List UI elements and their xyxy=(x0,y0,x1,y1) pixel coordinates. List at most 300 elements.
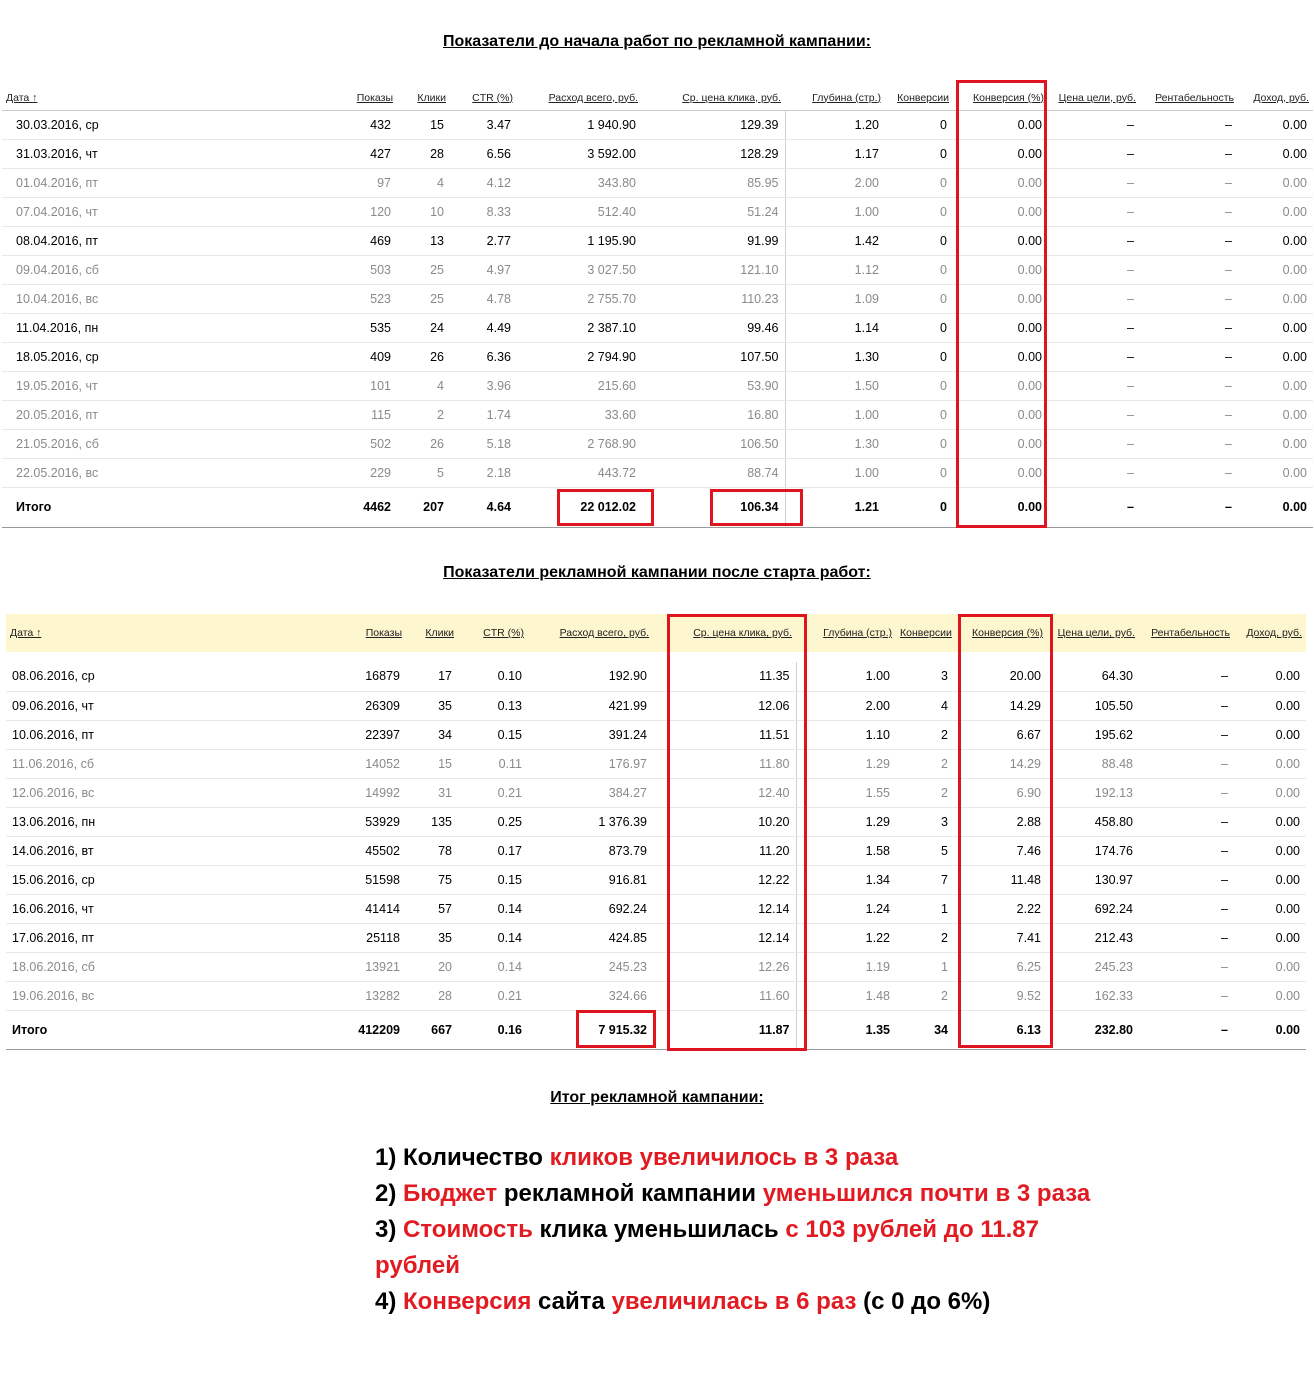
cell-revenue: 0.00 xyxy=(1238,342,1313,371)
cell-spend: 443.72 xyxy=(517,458,642,487)
cell-impressions: 432 xyxy=(152,110,397,139)
cell-date: 01.04.2016, пт xyxy=(2,168,152,197)
cell-spend: 2 768.90 xyxy=(517,429,642,458)
cell-conversion-rate: 20.00 xyxy=(954,662,1047,691)
table-row xyxy=(2,313,1313,342)
column-header-goal-cost[interactable]: Цена цели, руб. xyxy=(1057,627,1135,639)
cell-date: 14.06.2016, вт xyxy=(6,836,156,865)
cell-clicks: 24 xyxy=(397,313,450,342)
total-revenue: 0.00 xyxy=(1234,1010,1306,1049)
cell-spend: 512.40 xyxy=(517,197,642,226)
cell-goal-cost: – xyxy=(1048,429,1140,458)
cell-ctr: 1.74 xyxy=(450,400,517,429)
cell-depth: 1.50 xyxy=(785,371,885,400)
summary-highlight: Стоимость xyxy=(403,1216,533,1243)
cell-ctr: 2.18 xyxy=(450,458,517,487)
cell-conversions: 1 xyxy=(896,952,954,981)
cell-ctr: 4.49 xyxy=(450,313,517,342)
cell-spend: 192.90 xyxy=(528,662,653,691)
cell-date: 10.06.2016, пт xyxy=(6,720,156,749)
cell-spend: 424.85 xyxy=(528,923,653,952)
cell-clicks: 26 xyxy=(397,429,450,458)
cell-depth: 1.14 xyxy=(785,313,885,342)
cell-ctr: 0.21 xyxy=(458,981,528,1010)
cell-cpc: 128.29 xyxy=(642,139,785,168)
cell-conversion-rate: 14.29 xyxy=(954,749,1047,778)
cell-date: 10.04.2016, вс xyxy=(2,284,152,313)
cell-cpc: 129.39 xyxy=(642,110,785,139)
cell-profitability: – xyxy=(1139,749,1234,778)
cell-spend: 215.60 xyxy=(517,371,642,400)
cell-conversion-rate: 0.00 xyxy=(953,226,1048,255)
cell-spend: 343.80 xyxy=(517,168,642,197)
total-conversion-rate: 0.00 xyxy=(953,487,1048,527)
cell-profitability: – xyxy=(1139,720,1234,749)
table-before-header xyxy=(2,88,1313,110)
table-row xyxy=(6,807,1306,836)
cell-ctr: 4.97 xyxy=(450,255,517,284)
cell-revenue: 0.00 xyxy=(1234,865,1306,894)
cell-spend: 245.23 xyxy=(528,952,653,981)
table-row xyxy=(2,342,1313,371)
cell-goal-cost: – xyxy=(1048,313,1140,342)
cell-goal-cost: 245.23 xyxy=(1047,952,1139,981)
cell-conversion-rate: 0.00 xyxy=(953,313,1048,342)
summary-text: 2) xyxy=(375,1180,404,1207)
total-cpc: 106.34 xyxy=(642,487,785,527)
column-header-impressions[interactable]: Показы xyxy=(152,88,397,110)
cell-date: 08.04.2016, пт xyxy=(2,226,152,255)
table-row xyxy=(6,981,1306,1010)
cell-impressions: 45502 xyxy=(156,836,406,865)
total-goal-cost: 232.80 xyxy=(1047,1010,1139,1049)
cell-goal-cost: 162.33 xyxy=(1047,981,1139,1010)
cell-cpc: 11.35 xyxy=(653,662,796,691)
cell-conversion-rate: 7.41 xyxy=(954,923,1047,952)
cell-revenue: 0.00 xyxy=(1234,981,1306,1010)
total-impressions: 4462 xyxy=(152,487,397,527)
cell-conversion-rate: 9.52 xyxy=(954,981,1047,1010)
cell-cpc: 51.24 xyxy=(642,197,785,226)
cell-date: 19.06.2016, вс xyxy=(6,981,156,1010)
cell-clicks: 2 xyxy=(397,400,450,429)
table-row xyxy=(6,894,1306,923)
cell-spend: 324.66 xyxy=(528,981,653,1010)
cell-cpc: 110.23 xyxy=(642,284,785,313)
cell-profitability: – xyxy=(1140,110,1238,139)
cell-ctr: 0.13 xyxy=(458,691,528,720)
total-spend: 7 915.32 xyxy=(528,1010,653,1049)
cell-impressions: 229 xyxy=(152,458,397,487)
cell-date: 18.05.2016, ср xyxy=(2,342,152,371)
cell-depth: 1.55 xyxy=(796,778,896,807)
cell-clicks: 17 xyxy=(406,662,458,691)
cell-impressions: 427 xyxy=(152,139,397,168)
cell-spend: 3 027.50 xyxy=(517,255,642,284)
cell-profitability: – xyxy=(1139,778,1234,807)
column-header-conversions[interactable]: Конверсии xyxy=(900,627,952,639)
cell-revenue: 0.00 xyxy=(1238,429,1313,458)
cell-clicks: 35 xyxy=(406,691,458,720)
cell-profitability: – xyxy=(1140,342,1238,371)
cell-conversions: 0 xyxy=(885,255,953,284)
cell-conversion-rate: 0.00 xyxy=(953,168,1048,197)
total-spend: 22 012.02 xyxy=(517,487,642,527)
cell-impressions: 41414 xyxy=(156,894,406,923)
column-header-conversion-rate[interactable]: Конверсия (%) xyxy=(953,88,1048,110)
cell-depth: 1.48 xyxy=(796,981,896,1010)
cell-impressions: 14052 xyxy=(156,749,406,778)
cell-impressions: 101 xyxy=(152,371,397,400)
cell-profitability: – xyxy=(1140,197,1238,226)
column-header-spend[interactable]: Расход всего, руб. xyxy=(559,627,649,639)
cell-conversions: 0 xyxy=(885,168,953,197)
total-clicks: 207 xyxy=(397,487,450,527)
cell-conversions: 0 xyxy=(885,371,953,400)
cell-profitability: – xyxy=(1140,168,1238,197)
cell-impressions: 502 xyxy=(152,429,397,458)
cell-revenue: 0.00 xyxy=(1234,720,1306,749)
cell-cpc: 91.99 xyxy=(642,226,785,255)
total-row xyxy=(6,1010,1306,1049)
column-header-goal-cost[interactable]: Цена цели, руб. xyxy=(1048,88,1140,110)
spacer-row xyxy=(6,652,1306,662)
cell-revenue: 0.00 xyxy=(1238,197,1313,226)
cell-spend: 421.99 xyxy=(528,691,653,720)
cell-goal-cost: – xyxy=(1048,255,1140,284)
cell-impressions: 22397 xyxy=(156,720,406,749)
cell-conversions: 0 xyxy=(885,400,953,429)
cell-profitability: – xyxy=(1140,284,1238,313)
cell-profitability: – xyxy=(1140,313,1238,342)
cell-depth: 1.29 xyxy=(796,749,896,778)
table-before xyxy=(2,88,1313,528)
table-before-body xyxy=(2,110,1313,527)
cell-goal-cost: – xyxy=(1048,342,1140,371)
cell-goal-cost: 212.43 xyxy=(1047,923,1139,952)
title-summary: Итог рекламной кампании: xyxy=(550,1089,764,1106)
cell-profitability: – xyxy=(1139,981,1234,1010)
column-header-date[interactable]: Дата ↑ xyxy=(10,627,42,639)
cell-spend: 916.81 xyxy=(528,865,653,894)
column-header-revenue[interactable]: Доход, руб. xyxy=(1238,88,1313,110)
cell-profitability: – xyxy=(1139,894,1234,923)
cell-goal-cost: – xyxy=(1048,400,1140,429)
cell-date: 22.05.2016, вс xyxy=(2,458,152,487)
table-row xyxy=(2,284,1313,313)
total-goal-cost: – xyxy=(1048,487,1140,527)
cell-cpc: 16.80 xyxy=(642,400,785,429)
cell-profitability: – xyxy=(1140,458,1238,487)
cell-depth: 1.00 xyxy=(785,400,885,429)
table-row xyxy=(6,778,1306,807)
cell-clicks: 4 xyxy=(397,168,450,197)
cell-revenue: 0.00 xyxy=(1238,255,1313,284)
cell-date: 07.04.2016, чт xyxy=(2,197,152,226)
cell-conversions: 0 xyxy=(885,197,953,226)
cell-conversions: 1 xyxy=(896,894,954,923)
table-row xyxy=(6,952,1306,981)
cell-spend: 3 592.00 xyxy=(517,139,642,168)
total-ctr: 4.64 xyxy=(450,487,517,527)
total-conversions: 0 xyxy=(885,487,953,527)
cell-date: 15.06.2016, ср xyxy=(6,865,156,894)
cell-clicks: 26 xyxy=(397,342,450,371)
cell-spend: 1 940.90 xyxy=(517,110,642,139)
summary-text: клика уменьшилась xyxy=(532,1216,786,1243)
total-date: Итого xyxy=(6,1010,156,1049)
column-header-clicks[interactable]: Клики xyxy=(425,627,454,639)
cell-impressions: 535 xyxy=(152,313,397,342)
cell-revenue: 0.00 xyxy=(1234,778,1306,807)
cell-ctr: 3.96 xyxy=(450,371,517,400)
cell-cpc: 121.10 xyxy=(642,255,785,284)
cell-date: 11.04.2016, пн xyxy=(2,313,152,342)
cell-date: 12.06.2016, вс xyxy=(6,778,156,807)
cell-conversions: 5 xyxy=(896,836,954,865)
cell-goal-cost: – xyxy=(1048,197,1140,226)
cell-impressions: 115 xyxy=(152,400,397,429)
column-header-conversion-rate[interactable]: Конверсия (%) xyxy=(972,627,1043,639)
cell-clicks: 25 xyxy=(397,284,450,313)
summary-highlight: увеличилась в 6 раз xyxy=(611,1288,857,1315)
cell-date: 19.05.2016, чт xyxy=(2,371,152,400)
cell-revenue: 0.00 xyxy=(1238,400,1313,429)
cell-goal-cost: – xyxy=(1048,168,1140,197)
cell-impressions: 26309 xyxy=(156,691,406,720)
cell-goal-cost: 458.80 xyxy=(1047,807,1139,836)
cell-ctr: 0.10 xyxy=(458,662,528,691)
total-date: Итого xyxy=(2,487,152,527)
cell-cpc: 53.90 xyxy=(642,371,785,400)
cell-goal-cost: – xyxy=(1048,139,1140,168)
cell-ctr: 0.21 xyxy=(458,778,528,807)
summary-item-4 xyxy=(375,1284,1095,1320)
summary-text: 4) xyxy=(375,1288,404,1315)
column-header-cpc[interactable]: Ср. цена клика, руб. xyxy=(642,88,785,110)
cell-revenue: 0.00 xyxy=(1238,313,1313,342)
cell-profitability: – xyxy=(1139,836,1234,865)
column-header-date[interactable]: Дата ↑ xyxy=(2,88,152,110)
cell-clicks: 28 xyxy=(397,139,450,168)
cell-goal-cost: 192.13 xyxy=(1047,778,1139,807)
cell-conversion-rate: 0.00 xyxy=(953,371,1048,400)
cell-conversion-rate: 0.00 xyxy=(953,255,1048,284)
table-after-body xyxy=(6,652,1306,1049)
table-row xyxy=(2,168,1313,197)
cell-depth: 2.00 xyxy=(796,691,896,720)
table-row xyxy=(6,720,1306,749)
title-after: Показатели рекламной кампании после старта работ: xyxy=(443,564,871,581)
summary-highlight: кликов увеличилось в 3 раза xyxy=(549,1144,899,1171)
cell-clicks: 35 xyxy=(406,923,458,952)
cell-revenue: 0.00 xyxy=(1238,284,1313,313)
cell-ctr: 6.56 xyxy=(450,139,517,168)
cell-depth: 2.00 xyxy=(785,168,885,197)
cell-date: 09.04.2016, сб xyxy=(2,255,152,284)
cell-spend: 2 387.10 xyxy=(517,313,642,342)
cell-cpc: 88.74 xyxy=(642,458,785,487)
column-header-profitability[interactable]: Рентабельность xyxy=(1151,627,1230,639)
cell-goal-cost: 195.62 xyxy=(1047,720,1139,749)
cell-clicks: 28 xyxy=(406,981,458,1010)
cell-conversion-rate: 6.67 xyxy=(954,720,1047,749)
cell-conversion-rate: 2.88 xyxy=(954,807,1047,836)
column-header-profitability[interactable]: Рентабельность xyxy=(1140,88,1238,110)
total-impressions: 412209 xyxy=(156,1010,406,1049)
cell-profitability: – xyxy=(1140,139,1238,168)
cell-ctr: 0.15 xyxy=(458,865,528,894)
cell-profitability: – xyxy=(1139,662,1234,691)
column-header-conversions[interactable]: Конверсии xyxy=(885,88,953,110)
cell-spend: 873.79 xyxy=(528,836,653,865)
cell-goal-cost: 88.48 xyxy=(1047,749,1139,778)
table-row xyxy=(6,836,1306,865)
table-row xyxy=(2,139,1313,168)
cell-goal-cost: – xyxy=(1048,371,1140,400)
total-revenue: 0.00 xyxy=(1238,487,1313,527)
cell-impressions: 120 xyxy=(152,197,397,226)
cell-conversions: 2 xyxy=(896,778,954,807)
cell-impressions: 16879 xyxy=(156,662,406,691)
cell-clicks: 4 xyxy=(397,371,450,400)
cell-clicks: 13 xyxy=(397,226,450,255)
cell-profitability: – xyxy=(1140,429,1238,458)
cell-goal-cost: – xyxy=(1048,458,1140,487)
cell-impressions: 25118 xyxy=(156,923,406,952)
cell-impressions: 97 xyxy=(152,168,397,197)
summary-highlight: Конверсия xyxy=(403,1288,532,1315)
column-header-depth[interactable]: Глубина (стр.) xyxy=(785,88,885,110)
column-header-depth[interactable]: Глубина (стр.) xyxy=(823,627,892,639)
cell-conversion-rate: 0.00 xyxy=(953,429,1048,458)
cell-conversion-rate: 0.00 xyxy=(953,110,1048,139)
cell-profitability: – xyxy=(1139,952,1234,981)
cell-spend: 2 755.70 xyxy=(517,284,642,313)
summary-text: (с 0 до 6%) xyxy=(856,1288,991,1315)
cell-ctr: 0.14 xyxy=(458,894,528,923)
table-after xyxy=(6,614,1306,1050)
cell-profitability: – xyxy=(1140,226,1238,255)
cell-profitability: – xyxy=(1140,255,1238,284)
cell-impressions: 13282 xyxy=(156,981,406,1010)
cell-date: 13.06.2016, пн xyxy=(6,807,156,836)
column-header-spend[interactable]: Расход всего, руб. xyxy=(517,88,642,110)
table-row xyxy=(2,255,1313,284)
cell-cpc: 11.60 xyxy=(653,981,796,1010)
cell-clicks: 78 xyxy=(406,836,458,865)
cell-conversions: 0 xyxy=(885,458,953,487)
cell-conversions: 2 xyxy=(896,749,954,778)
summary-text: рекламной кампании xyxy=(497,1180,763,1207)
cell-ctr: 0.14 xyxy=(458,952,528,981)
table-row xyxy=(2,458,1313,487)
cell-conversion-rate: 0.00 xyxy=(953,400,1048,429)
cell-impressions: 409 xyxy=(152,342,397,371)
column-header-ctr[interactable]: CTR (%) xyxy=(483,627,524,639)
summary-text: 1) Количество xyxy=(375,1144,550,1171)
cell-revenue: 0.00 xyxy=(1234,836,1306,865)
cell-clicks: 34 xyxy=(406,720,458,749)
cell-conversion-rate: 11.48 xyxy=(954,865,1047,894)
cell-profitability: – xyxy=(1139,807,1234,836)
cell-conversion-rate: 0.00 xyxy=(953,197,1048,226)
cell-revenue: 0.00 xyxy=(1238,226,1313,255)
table-row xyxy=(2,400,1313,429)
cell-spend: 384.27 xyxy=(528,778,653,807)
cell-impressions: 503 xyxy=(152,255,397,284)
cell-goal-cost: 174.76 xyxy=(1047,836,1139,865)
cell-conversions: 0 xyxy=(885,342,953,371)
cell-cpc: 12.22 xyxy=(653,865,796,894)
cell-spend: 2 794.90 xyxy=(517,342,642,371)
cell-cpc: 99.46 xyxy=(642,313,785,342)
total-profitability: – xyxy=(1140,487,1238,527)
cell-clicks: 135 xyxy=(406,807,458,836)
cell-cpc: 107.50 xyxy=(642,342,785,371)
cell-spend: 692.24 xyxy=(528,894,653,923)
cell-depth: 1.29 xyxy=(796,807,896,836)
summary-highlight: уменьшился почти в 3 раза xyxy=(762,1180,1091,1207)
cell-cpc: 11.80 xyxy=(653,749,796,778)
cell-conversions: 0 xyxy=(885,139,953,168)
cell-depth: 1.10 xyxy=(796,720,896,749)
cell-cpc: 12.14 xyxy=(653,923,796,952)
total-cpc: 11.87 xyxy=(653,1010,796,1049)
column-header-ctr[interactable]: CTR (%) xyxy=(450,88,517,110)
cell-conversion-rate: 7.46 xyxy=(954,836,1047,865)
cell-conversions: 3 xyxy=(896,662,954,691)
cell-conversion-rate: 0.00 xyxy=(953,139,1048,168)
cell-date: 17.06.2016, пт xyxy=(6,923,156,952)
cell-conversions: 2 xyxy=(896,720,954,749)
cell-clicks: 75 xyxy=(406,865,458,894)
cell-conversions: 3 xyxy=(896,807,954,836)
cell-revenue: 0.00 xyxy=(1234,894,1306,923)
cell-revenue: 0.00 xyxy=(1238,168,1313,197)
column-header-cpc[interactable]: Ср. цена клика, руб. xyxy=(693,627,792,639)
total-clicks: 667 xyxy=(406,1010,458,1049)
cell-clicks: 57 xyxy=(406,894,458,923)
column-header-impressions[interactable]: Показы xyxy=(365,627,402,639)
cell-spend: 176.97 xyxy=(528,749,653,778)
cell-conversions: 0 xyxy=(885,313,953,342)
cell-depth: 1.00 xyxy=(785,458,885,487)
cell-revenue: 0.00 xyxy=(1234,952,1306,981)
cell-conversion-rate: 0.00 xyxy=(953,458,1048,487)
total-conversion-rate: 6.13 xyxy=(954,1010,1047,1049)
cell-spend: 391.24 xyxy=(528,720,653,749)
cell-depth: 1.12 xyxy=(785,255,885,284)
cell-date: 20.05.2016, пт xyxy=(2,400,152,429)
cell-spend: 1 195.90 xyxy=(517,226,642,255)
summary-highlight: Бюджет xyxy=(403,1180,498,1207)
cell-impressions: 14992 xyxy=(156,778,406,807)
cell-conversions: 0 xyxy=(885,110,953,139)
cell-conversions: 2 xyxy=(896,981,954,1010)
cell-goal-cost: – xyxy=(1048,284,1140,313)
column-header-clicks[interactable]: Клики xyxy=(397,88,450,110)
cell-date: 31.03.2016, чт xyxy=(2,139,152,168)
table-row xyxy=(6,865,1306,894)
summary-text: 3) xyxy=(375,1216,404,1243)
cell-date: 16.06.2016, чт xyxy=(6,894,156,923)
table-row xyxy=(2,226,1313,255)
column-header-revenue[interactable]: Доход, руб. xyxy=(1246,627,1302,639)
cell-depth: 1.42 xyxy=(785,226,885,255)
cell-clicks: 5 xyxy=(397,458,450,487)
cell-conversions: 0 xyxy=(885,284,953,313)
